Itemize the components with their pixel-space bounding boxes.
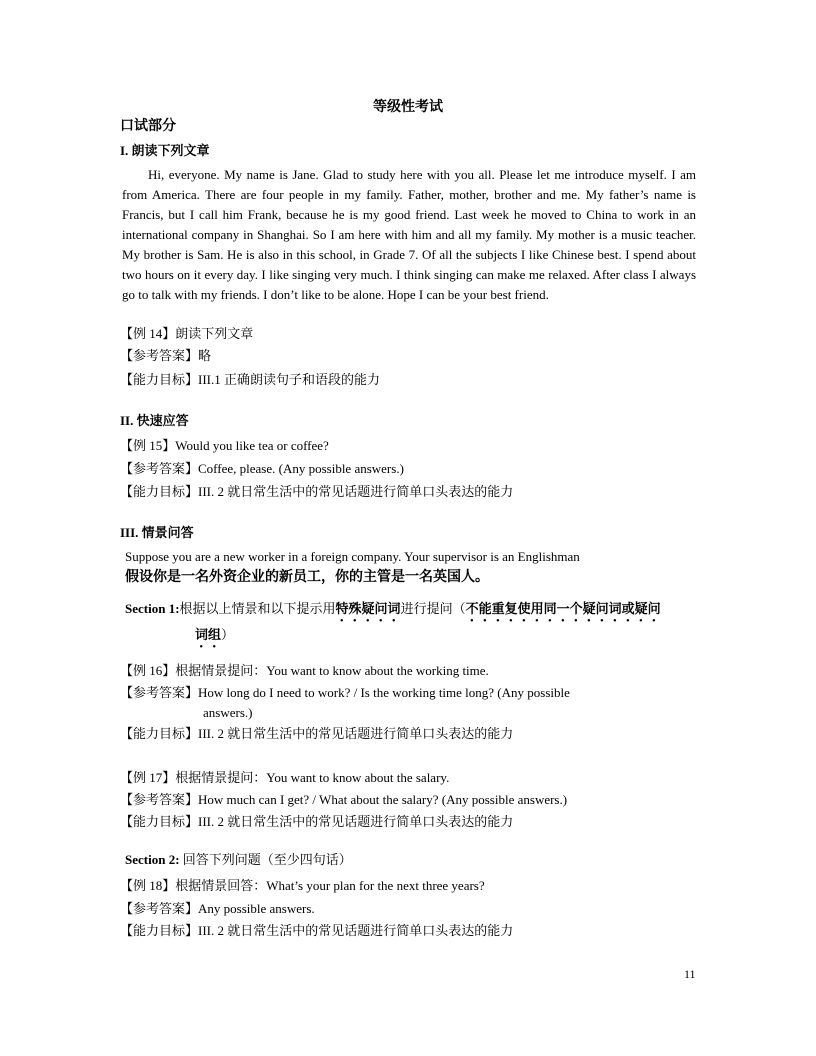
section-2-instruction: [125, 851, 352, 869]
answer-17: 【参考答案】How much can I get? / What about the salary? (Any possible answers.): [120, 792, 568, 807]
section-2-text: 回答下列问题（至少四句话）: [182, 852, 352, 867]
section-1-instruction-line2: [195, 626, 234, 651]
section-1-text-c: 进行提问（: [400, 601, 466, 616]
emphasis-phrase: 词组: [195, 628, 222, 643]
page-number: 11: [684, 967, 696, 981]
answer-14: 【参考答案】略: [120, 348, 212, 363]
example-16: 【例 16】根据情景提问：You want to know about the working time.: [120, 663, 489, 678]
goal-14: 【能力目标】III.1 正确朗读句子和语段的能力: [120, 372, 380, 387]
answer-18: 【参考答案】Any possible answers.: [120, 901, 315, 916]
section-heading-situation: III. 情景问答: [120, 525, 194, 540]
goal-17: 【能力目标】III. 2 就日常生活中的常见话题进行简单口头表达的能力: [120, 814, 514, 829]
answer-16-cont: answers.): [203, 705, 253, 720]
reading-passage: [122, 165, 696, 305]
emphasis-no-repeat: 不能重复使用同一个疑问词或疑问: [465, 602, 661, 617]
example-17: 【例 17】根据情景提问：You want to know about the salary.: [120, 770, 450, 785]
answer-15: 【参考答案】Coffee, please. (Any possible answers.): [120, 461, 404, 476]
section-1-text-a: 根据以上情景和以下提示用: [179, 601, 336, 616]
example-15: 【例 15】Would you like tea or coffee?: [120, 438, 329, 453]
scene-english: Suppose you are a new worker in a foreign company. Your supervisor is an Englishman: [125, 549, 580, 564]
emphasis-question-words: 特殊疑问词: [335, 602, 401, 617]
example-14: 【例 14】朗读下列文章: [120, 326, 254, 341]
page-title: 等级性考试: [373, 100, 443, 115]
section-1-label: Section 1:: [125, 601, 180, 616]
section-heading-quick-response: II. 快速应答: [120, 413, 189, 428]
section-2-label: Section 2:: [125, 852, 180, 867]
passage-text: Hi, everyone. My name is Jane. Glad to study here with you all. Please let me introduce myself. I am from America. There are four people in my family. Father, mother, brother and me. My father’s name is Francis, but I call him Frank, because he is my good friend. Last week he moved to China to work in an international company in Shanghai. So I am here with him and all my family. My mother is a music teacher. My brother is Sam. He is also in this school, in Grade 7. Of all the subjects I like Chinese best. I spend about two hours on it every day. I like singing very much. I think singing can make me relaxed. After class I always go to talk with my friends. I don’t like to be alone. Hope I can be your best friend.: [122, 167, 696, 302]
section-heading-reading: I. 朗读下列文章: [120, 143, 210, 158]
section-1-close: ）: [221, 627, 235, 642]
part-heading: 口试部分: [120, 119, 176, 134]
answer-16: 【参考答案】How long do I need to work? / Is the working time long? (Any possible: [120, 685, 570, 700]
section-1-instruction: [125, 600, 661, 625]
goal-16: 【能力目标】III. 2 就日常生活中的常见话题进行简单口头表达的能力: [120, 726, 514, 741]
goal-18: 【能力目标】III. 2 就日常生活中的常见话题进行简单口头表达的能力: [120, 923, 514, 938]
example-18: 【例 18】根据情景回答：What’s your plan for the next three years?: [120, 878, 485, 893]
goal-15: 【能力目标】III. 2 就日常生活中的常见话题进行简单口头表达的能力: [120, 484, 514, 499]
scene-chinese: 假设你是一名外资企业的新员工，你的主管是一名英国人。: [125, 569, 489, 585]
